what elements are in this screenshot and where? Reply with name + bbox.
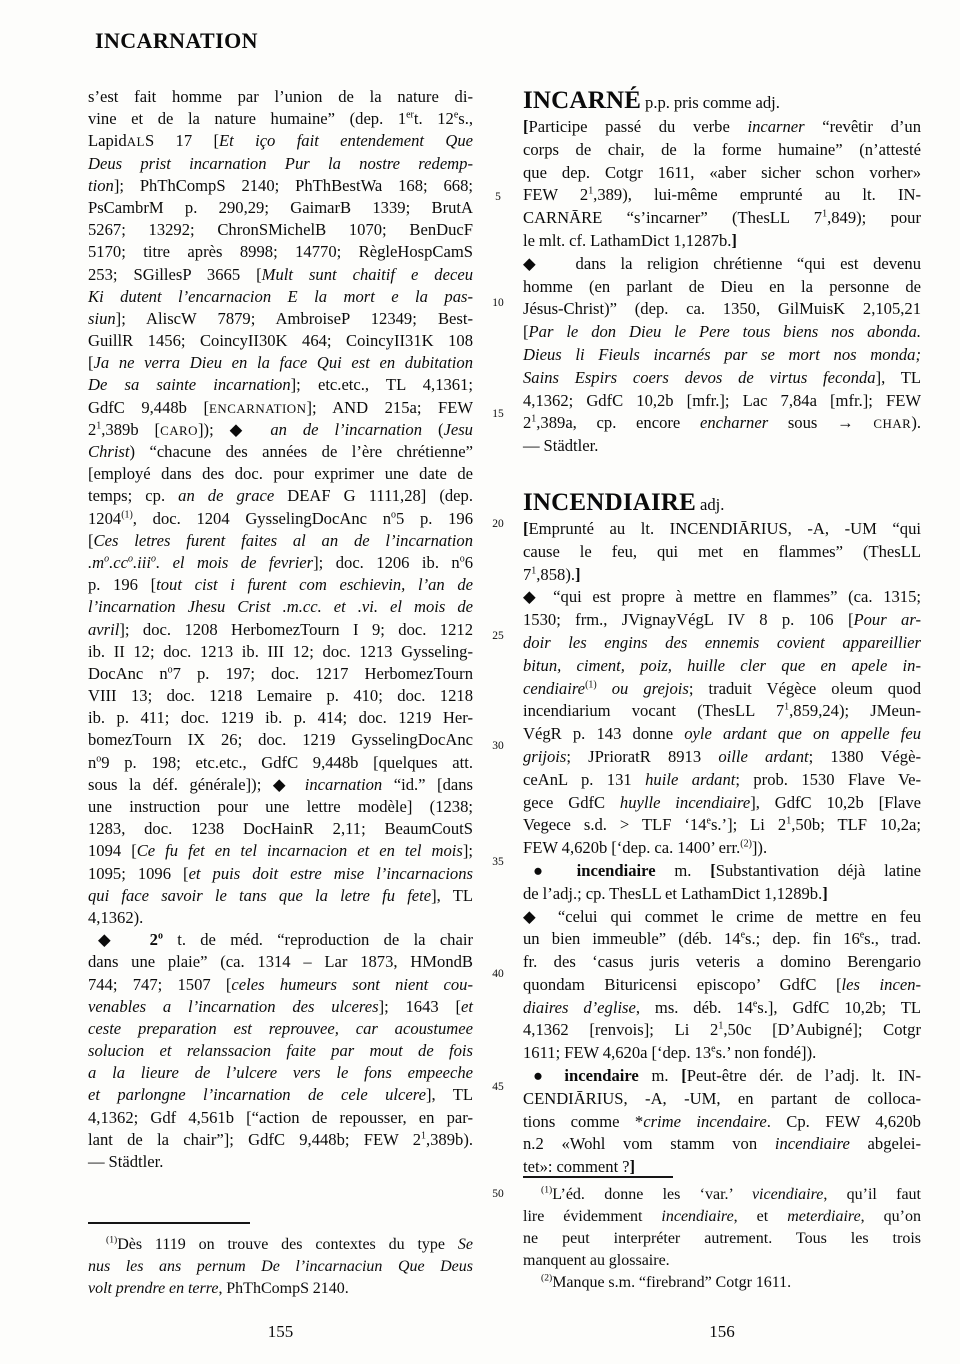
text-line: tion]; PhThCompS 2140; PhThBestWa 168; 668;: [88, 175, 473, 195]
text-line: grijois; JPrioratR 8913 oille ardant; 1380 Végè-: [523, 746, 921, 766]
line-number: 35: [492, 856, 504, 868]
text-line: De sa sainte incarnation]; etc.etc., TL 4,1361;: [88, 375, 473, 395]
left-footnote: [88, 1234, 473, 1300]
line-number: 15: [492, 408, 504, 420]
footnote-line: volt prendre en terre, PhThCompS 2140.: [88, 1280, 349, 1297]
footnote-line: manquent au glossaire.: [523, 1252, 670, 1269]
text-line: a la lieure de l’ulcere vers le fons empeeche: [88, 1063, 473, 1083]
text-line: ib. II 12; doc. 1213 ib. III 12; doc. 1213 Gysseling-: [88, 641, 473, 661]
footnote-rule-right: [523, 1176, 673, 1178]
text-line: venables a l’incarnation des ulceres]; 1643 [et: [88, 996, 474, 1016]
text-line: 4,1362; Gdf 4,561b [“action de repousser, en par-: [88, 1107, 473, 1127]
text-line: Ki dutent l’encarnacion E la mort e la pas-: [88, 286, 473, 306]
text-line: 1095; 1096 [et puis doit estre mise l’incarnacions: [88, 863, 473, 883]
text-line: solucion et relanssacion faite par mout de fois: [88, 1041, 473, 1061]
text-line: ◆ 2$^o$ t. de méd. “reproduction de la chair: [98, 930, 473, 950]
text-line: [Par le don Dieu le Pere tous biens nos abonda.: [523, 322, 921, 342]
text-line: [Ces letres furent faites al an de l’incarnation: [88, 530, 473, 550]
text-line: ◆ dans la religion chrétienne “qui est devenu: [523, 253, 921, 273]
text-line: $2^1,389a$, cp. encore encharner sous → CHAR).: [523, 413, 921, 433]
text-line: GuillR 1456; CoincyII30K 464; CoincyII31K 108: [88, 331, 473, 351]
text-line: homme (en parlant de Dieu en la personne de: [523, 276, 921, 296]
footnote-line: $^{(1)}$Dès 1119 on trouve des contextes du type Se: [106, 1234, 473, 1253]
text-line: Vegece s.d. > TLF ‘14es.’]; Li $2^1,50b$; TLF 10,2a;: [523, 815, 921, 835]
text-line: DocAnc $n^o7$ p. 197; doc. 1217 HerbomezTourn: [88, 663, 473, 683]
text-line: Jésus-Christ)” (dep. ca. 1350, GilMuisK 2,105,21: [523, 299, 921, 319]
text-line: 1204$^{(1)}$, doc. 1204 GysselingDocAnc $n^o5$ p. 196: [88, 508, 474, 528]
line-number: 25: [492, 630, 504, 642]
text-line: 1283, doc. 1238 DocHainR 2,11; BeaumCoutS: [88, 819, 473, 839]
text-line: une instruction pour une lettre modèle] (1238;: [88, 797, 473, 816]
line-number: 40: [492, 968, 504, 980]
text-line: — Städtler.: [88, 1152, 164, 1171]
text-line: 4,1362).: [88, 907, 144, 927]
footnote-line: nus les ans pernum De l’incarnaciun Que Deus: [88, 1258, 473, 1275]
text-line: $7^1,858$).]: [523, 564, 581, 584]
running-head: INCARNATION: [95, 28, 258, 53]
line-number-gutter: [483, 0, 513, 1364]
text-line: ib. p. 411; doc. 1219 ib. p. 414; doc. 1219 Her-: [88, 708, 473, 728]
line-number: 45: [492, 1081, 504, 1093]
text-line: Dieus li Fieuls incarnés par se mort nos monda;: [523, 344, 921, 364]
text-line: GdfC 9,448b [ENCARNATION]; AND 215a; FEW: [88, 397, 473, 417]
text-line: siun]; AliscW 7879; AmbroiseP 12349; Best-: [88, 308, 473, 328]
text-line: Christ) “chacune des années de l’ère chrétienne”: [88, 442, 473, 461]
text-line: vine et de la nature humaine” (dep. 1ert. 12es.,: [88, 109, 473, 129]
text-line: ◆ “celui qui commet le crime de mettre en feu: [523, 906, 921, 926]
text-line: n.2 «Wohl vom stamm von incendiaire abgelei-: [523, 1134, 921, 1154]
line-number: 30: [492, 740, 504, 752]
line-number: 20: [492, 518, 504, 530]
text-line: ceste preparation est reprouvee, car acoustumee: [88, 1018, 473, 1038]
footnote-rule-left: [88, 1222, 250, 1224]
text-line: que dep. Cotgr 1611, «aber sicher schon vorher»: [523, 162, 921, 182]
text-line: [Ja ne verra Dieu en la face Qui est en dubitation: [88, 353, 473, 373]
text-line: $.m^o.cc^o.iii^o$. el mois de fevrier]; doc. 1206 ib. $n^o6$: [88, 552, 473, 572]
text-line: p. 196 [tout cist i furent com eschievin, l’an de: [88, 575, 473, 595]
text-line: et parlongne l’incarnation de cele ulcere], TL: [88, 1085, 473, 1105]
text-line: — Städtler.: [523, 436, 599, 456]
left-column: [88, 86, 473, 1173]
text-line: 1094 [Ce fu fet en tel incarnacion et en tel mois];: [88, 841, 473, 861]
text-line: cause le feu, qui met en flammes” (ThesLL: [523, 541, 921, 561]
right-column: [523, 86, 921, 1179]
text-line: Deus prist incarnation Pur la nostre redemp-: [88, 153, 473, 173]
text-line: [Participe passé du verbe incarner “revêtir d’un: [523, 117, 921, 136]
text-line: un bien immeuble” (déb. 14es.; dep. fin 16es., trad.: [523, 929, 921, 949]
text-line: quondam Bituricensi episcopo’ GdfC [les incen-: [523, 974, 922, 994]
text-line: [523, 458, 921, 488]
text-line: bomezTourn IX 26; doc. 1219 GysselingDocAnc: [88, 730, 473, 750]
text-line: CARNĀRE “s’incarner” (ThesLL $7^1,849$); pour: [523, 208, 922, 228]
text-line: INCENDIAIRE adj.: [523, 488, 725, 516]
text-line: ● incendaire m. [Peut-être dér. de l’adj. lt. IN-: [533, 1066, 921, 1086]
text-line: l’incarnation Jhesu Crist .m.cc. et .vi. el mois de: [88, 597, 473, 617]
page-number-right: 156: [709, 1322, 735, 1341]
text-line: cendiaire$^{(1)}$ ou grejois; traduit Végèce oleum quod: [523, 678, 921, 698]
text-line: ceAnL p. 131 huile ardant; prob. 1530 Flave Ve-: [523, 769, 921, 789]
text-line: diaires d’eglise, ms. déb. 14es.], GdfC 10,2b; TL: [523, 997, 921, 1017]
right-footnote: [523, 1184, 921, 1294]
text-line: [employé dans des doc. pour exprimer une date de: [88, 464, 473, 484]
text-line: $2^1,389b$ [CARO]); ◆ an de l’incarnation (Jesu: [88, 419, 473, 439]
text-line: CENDIĀRIUS, -A, -UM, en partant de colloca-: [523, 1088, 921, 1108]
text-line: ◆ “qui est propre à mettre en flammes” (ca. 1315;: [523, 587, 921, 607]
text-line: doir les engins des ennemis covient appareillier: [523, 632, 921, 652]
text-line: tet»: comment ?]: [523, 1157, 636, 1177]
text-line: 4,1362; GdfC 10,2b [mfr.]; Lac 7,84a [mfr.]; FEW: [523, 390, 921, 410]
text-line: dans une plaie” (ca. 1314 – Lar 1873, HMondB: [88, 952, 473, 972]
text-line: 1530; frm., JVignayVégL IV 8 p. 106 [Pour ar-: [523, 610, 921, 630]
text-line: $n^o9$ p. 198; etc.etc., GdfC 9,448b [quelques att.: [88, 752, 473, 772]
text-line: PsCambrM p. 290,29; GaimarB 1339; BrutA: [88, 197, 473, 217]
text-line: Sains Espirs coers devos de virtus feconda], TL: [523, 367, 921, 387]
text-line: gece GdfC huylle incendiaire], GdfC 10,2b [Flave: [523, 792, 921, 812]
text-line: temps; cp. an de grace DEAF G 1111,28] (dep.: [88, 486, 473, 506]
text-line: FEW 4,620b [‘dep. ca. 1400’ err.$^{(2)}$]).: [523, 838, 768, 858]
line-number: 50: [492, 1188, 504, 1200]
text-line: LapidALS 17 [Et iço fait entendement Que: [88, 131, 473, 151]
text-line: 5267; 13292; ChronSMichelB 1070; BenDucF: [88, 220, 473, 240]
page-number-left: 155: [267, 1322, 294, 1341]
footnote-line: $^{(2)}$Manque s.m. “firebrand” Cotgr 1611.: [541, 1272, 792, 1291]
text-line: 253; SGillesP 3665 [Mult sunt chaitif e deceu: [88, 264, 473, 284]
text-line: corps de chair, de la forme humaine” (n’attesté: [523, 139, 921, 159]
text-line: lant de la chair”]; GdfC 9,448b; FEW $2^1,389b$).: [88, 1129, 473, 1149]
text-line: avril]; doc. 1208 HerbomezTourn I 9; doc. 1212: [88, 619, 473, 639]
text-line: le mlt. cf. LathamDict 1,1287b.]: [523, 230, 737, 250]
text-line: VégR p. 143 donne oyle ardant que on appelle feu: [523, 724, 921, 744]
footnote-line: ne peut interpréter autrement. Tous les trois: [523, 1230, 921, 1247]
text-line: tions comme *crime incendaire. Cp. FEW 4,620b: [523, 1111, 921, 1131]
text-line: de l’adj.; cp. ThesLL et LathamDict 1,1289b.]: [523, 883, 828, 903]
footnote-line: lire évidemment incendiaire, et meterdiaire, qu’on: [523, 1208, 921, 1225]
text-line: 4,1362 [renvois]; Li $2^1,50c$ [D’Aubigné]; Cotgr: [523, 1020, 921, 1040]
text-line: 1611; FEW 4,620a [‘dep. 13es.’ non fondé]).: [523, 1043, 817, 1063]
text-line: sous la déf. générale]); ◆ incarnation “id.” [dans: [88, 774, 473, 794]
text-line: s’est fait homme par l’union de la nature di-: [88, 87, 473, 106]
text-line: 5170; titre après 8998; 14770; RègleHospCamS: [88, 242, 473, 262]
text-line: INCARNÉ p.p. pris comme adj.: [523, 87, 780, 114]
text-line: 744; 747; 1507 [celes humeurs sont nient cou-: [88, 974, 474, 994]
line-number: 10: [492, 297, 504, 309]
line-number: 5: [495, 191, 501, 203]
text-line: incendiarium vocant (ThesLL $7^1,859,24$); JMeun-: [523, 701, 921, 721]
text-line: [Emprunté au lt. INCENDIĀRIUS, -A, -UM “qui: [523, 518, 921, 538]
text-line: ● incendiaire m. [Substantivation déjà latine: [533, 860, 921, 880]
text-line: bitun, ciment, poiz, huille cler que en apele in-: [523, 655, 921, 675]
text-line: qui face savoir le tans que la letre fu fete], TL: [88, 885, 473, 905]
text-line: fr. des ‘casus juris veteris a domino Berengario: [523, 952, 921, 972]
text-line: FEW $2^1,389$), lui-même emprunté au lt. IN-: [523, 185, 921, 205]
text-line: VIII 13; doc. 1218 Lemaire p. 410; doc. 1218: [88, 686, 473, 706]
footnote-line: $^{(1)}$L’éd. donne les ‘var.’ vicendiaire, qu’il faut: [541, 1184, 921, 1203]
